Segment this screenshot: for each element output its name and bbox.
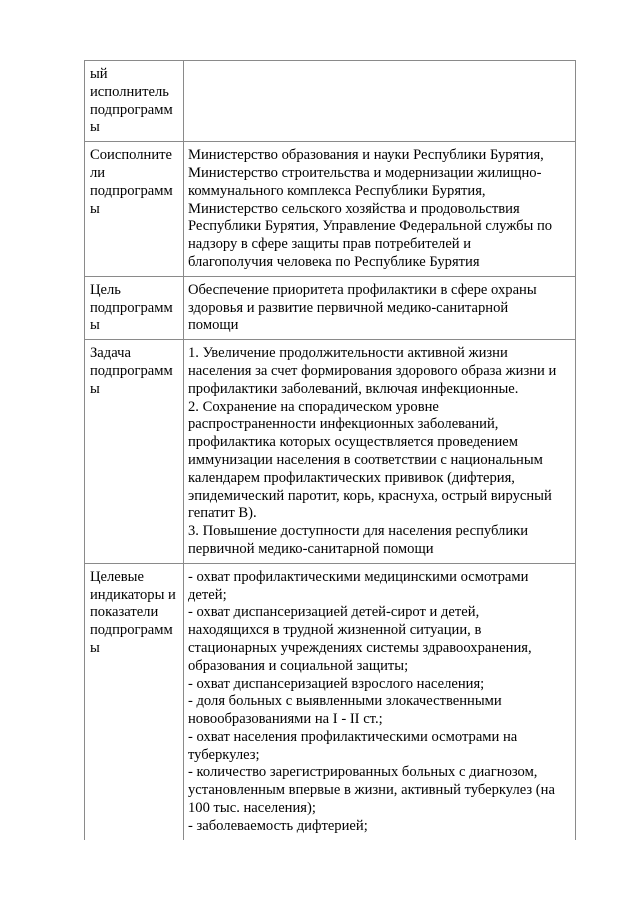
content-line: распространенности инфекционных заболеваний, [188, 416, 499, 433]
row-label-executor [85, 61, 184, 142]
row-label-co-executors [85, 142, 184, 277]
label-line: ы [90, 119, 100, 136]
content-line: установленным впервые в жизни, активный туберкулез (на [188, 782, 555, 799]
table-row [85, 142, 576, 277]
content-line: новообразованиями на I - II ст.; [188, 711, 383, 728]
label-line: ый [90, 66, 108, 82]
content-line: календарем профилактических прививок (дифтерия, [188, 469, 515, 486]
content-line: стационарных учреждениях системы здравоохранения, [188, 639, 532, 656]
label-line: ы [90, 639, 100, 656]
label-line: Целевые [90, 568, 144, 585]
content-line: Республики Бурятия, Управление Федеральной службы по [188, 218, 553, 235]
label-line: Задача [90, 345, 131, 362]
content-line: 2. Сохранение на спорадическом уровне [188, 398, 439, 415]
content-line: благополучия человека по Республике Бурятия [188, 253, 480, 270]
content-line: эпидемический паротит, корь, краснуха, острый вирусный [188, 487, 552, 504]
content-line: находящихся в трудной жизненной ситуации, в [188, 622, 482, 639]
label-line: Цель [90, 281, 121, 298]
content-line: здоровья и развитие первичной медико-санитарной [188, 299, 509, 316]
content-line: - охват профилактическими медицинскими осмотрами [188, 568, 529, 585]
content-line: Обеспечение приоритета профилактики в сфере охраны [188, 281, 537, 298]
content-line: помощи [188, 317, 239, 334]
label-line: подпрограмм [90, 101, 173, 118]
label-line: ы [90, 200, 100, 217]
content-line: туберкулез; [188, 746, 260, 763]
row-content-goal [184, 276, 576, 339]
row-content-executor [184, 61, 576, 142]
content-line: Министерство сельского хозяйства и продовольствия [188, 200, 520, 217]
label-line: подпрограмм [90, 362, 173, 379]
content-line: Министерство строительства и модернизации жилищно- [188, 164, 542, 181]
content-line: образования и социальной защиты; [188, 657, 409, 674]
content-line: первичной медико-санитарной помощи [188, 540, 434, 557]
label-line: подпрограмм [90, 299, 173, 316]
label-line: подпрограмм [90, 622, 173, 639]
row-label-task [85, 340, 184, 564]
content-line: населения за счет формирования здорового образа жизни и [188, 362, 557, 379]
label-line: исполнитель [90, 83, 169, 100]
label-line: индикаторы и [90, 586, 176, 603]
content-line: - заболеваемость дифтерией; [188, 817, 368, 834]
subprogram-passport-table [84, 60, 576, 840]
content-line: гепатит В). [188, 505, 257, 522]
content-line: - количество зарегистрированных больных с диагнозом, [188, 764, 538, 781]
content-line: профилактика которых осуществляется проведением [188, 434, 518, 451]
row-content-task [184, 340, 576, 564]
table-row [85, 340, 576, 564]
row-label-indicators [85, 563, 184, 839]
label-line: подпрограмм [90, 182, 173, 199]
label-line: Соисполните [90, 147, 172, 164]
content-line: - охват диспансеризацией взрослого населения; [188, 675, 485, 692]
label-line: ы [90, 380, 100, 397]
table-row [85, 276, 576, 339]
content-line: иммунизации населения в соответствии с национальным [188, 451, 543, 468]
label-line: показатели [90, 604, 159, 621]
content-line: - охват диспансеризацией детей-сирот и детей, [188, 604, 480, 621]
content-line: 1. Увеличение продолжительности активной жизни [188, 345, 508, 362]
content-line: профилактики заболеваний, включая инфекционные. [188, 380, 519, 397]
label-line: ли [90, 164, 106, 181]
content-line: - доля больных с выявленными злокачественными [188, 693, 502, 710]
row-label-goal [85, 276, 184, 339]
table-row [85, 563, 576, 839]
content-line: детей; [188, 586, 227, 603]
content-line: 3. Повышение доступности для населения республики [188, 523, 529, 540]
content-line: 100 тыс. населения); [188, 800, 316, 817]
table-row [85, 61, 576, 142]
content-line: коммунального комплекса Республики Бурятия, [188, 182, 486, 199]
content-line: - охват населения профилактическими осмотрами на [188, 728, 518, 745]
content-line: надзору в сфере защиты прав потребителей и [188, 236, 472, 253]
content-line: Министерство образования и науки Республики Бурятия, [188, 147, 544, 164]
row-content-co-executors [184, 142, 576, 277]
label-line: ы [90, 317, 100, 334]
row-content-indicators [184, 563, 576, 839]
